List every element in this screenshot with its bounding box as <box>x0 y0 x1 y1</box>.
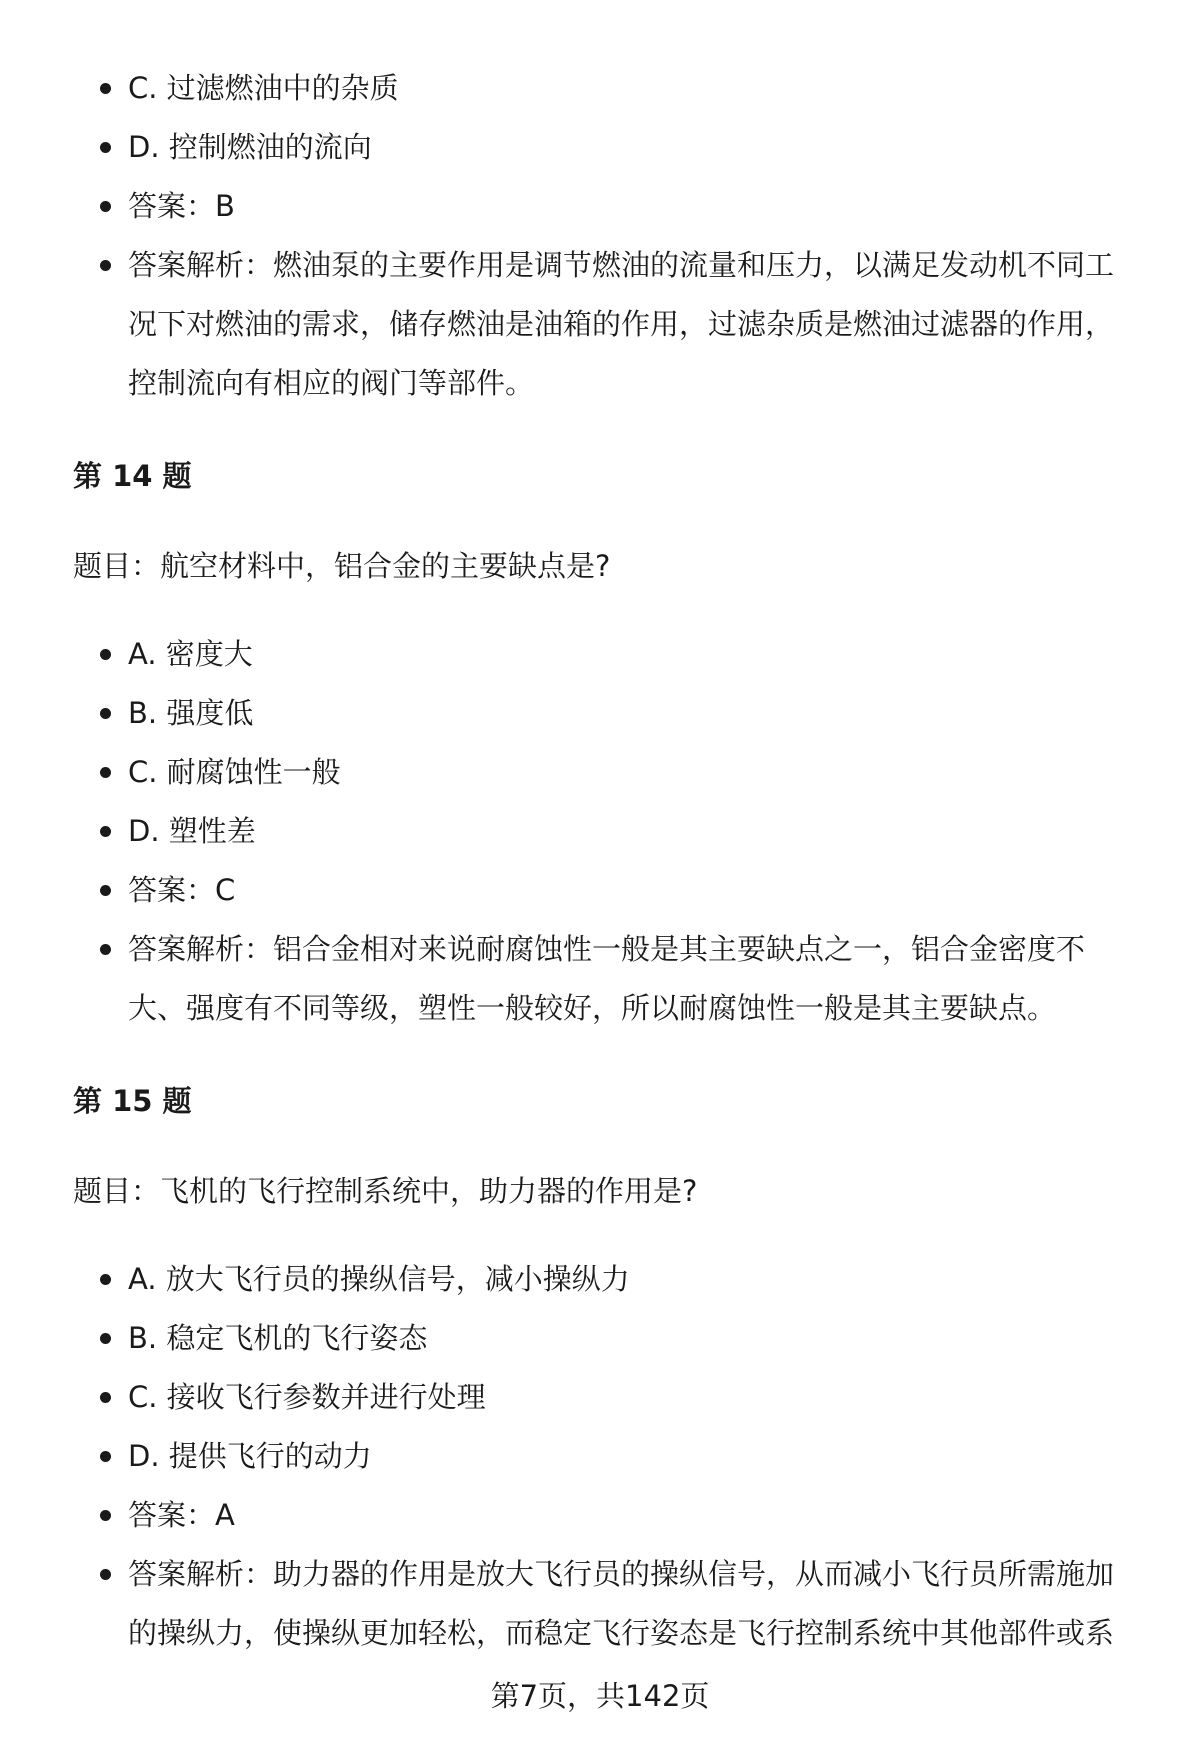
list-item: A. 密度大 <box>0 625 1200 684</box>
list-item: 答案解析：助力器的作用是放大飞行员的操纵信号，从而减小飞行员所需施加的操纵力，使操纵更加轻松，而稳定飞行姿态是飞行控制系统中其他部件或系 <box>0 1545 1200 1663</box>
list-item: 答案：C <box>0 861 1200 920</box>
question-heading-14: 第 14 题 <box>73 459 192 493</box>
list-item: 答案：A <box>0 1486 1200 1545</box>
list-item: 答案：B <box>0 177 1200 236</box>
list-item: B. 稳定飞机的飞行姿态 <box>0 1309 1200 1368</box>
question-heading-15: 第 15 题 <box>73 1084 192 1118</box>
question-text-15: 题目：飞机的飞行控制系统中，助力器的作用是? <box>73 1174 698 1208</box>
question-text-14: 题目：航空材料中，铝合金的主要缺点是? <box>73 549 611 583</box>
list-item: D. 提供飞行的动力 <box>0 1427 1200 1486</box>
list-item: 答案解析：铝合金相对来说耐腐蚀性一般是其主要缺点之一，铝合金密度不大、强度有不同等级，塑性一般较好，所以耐腐蚀性一般是其主要缺点。 <box>0 920 1200 1038</box>
option-list-14 <box>0 625 1200 1038</box>
list-item: C. 接收飞行参数并进行处理 <box>0 1368 1200 1427</box>
page-number: 第7页，共142页 <box>490 1679 710 1713</box>
list-item: D. 控制燃油的流向 <box>0 118 1200 177</box>
list-item: D. 塑性差 <box>0 802 1200 861</box>
list-item: C. 过滤燃油中的杂质 <box>0 59 1200 118</box>
option-list-15 <box>0 1250 1200 1663</box>
list-item: A. 放大飞行员的操纵信号，减小操纵力 <box>0 1250 1200 1309</box>
answer-list-previous <box>0 59 1200 413</box>
list-item: 答案解析：燃油泵的主要作用是调节燃油的流量和压力，以满足发动机不同工况下对燃油的需求，储存燃油是油箱的作用，过滤杂质是燃油过滤器的作用，控制流向有相应的阀门等部件。 <box>0 236 1200 413</box>
list-item: B. 强度低 <box>0 684 1200 743</box>
list-item: C. 耐腐蚀性一般 <box>0 743 1200 802</box>
